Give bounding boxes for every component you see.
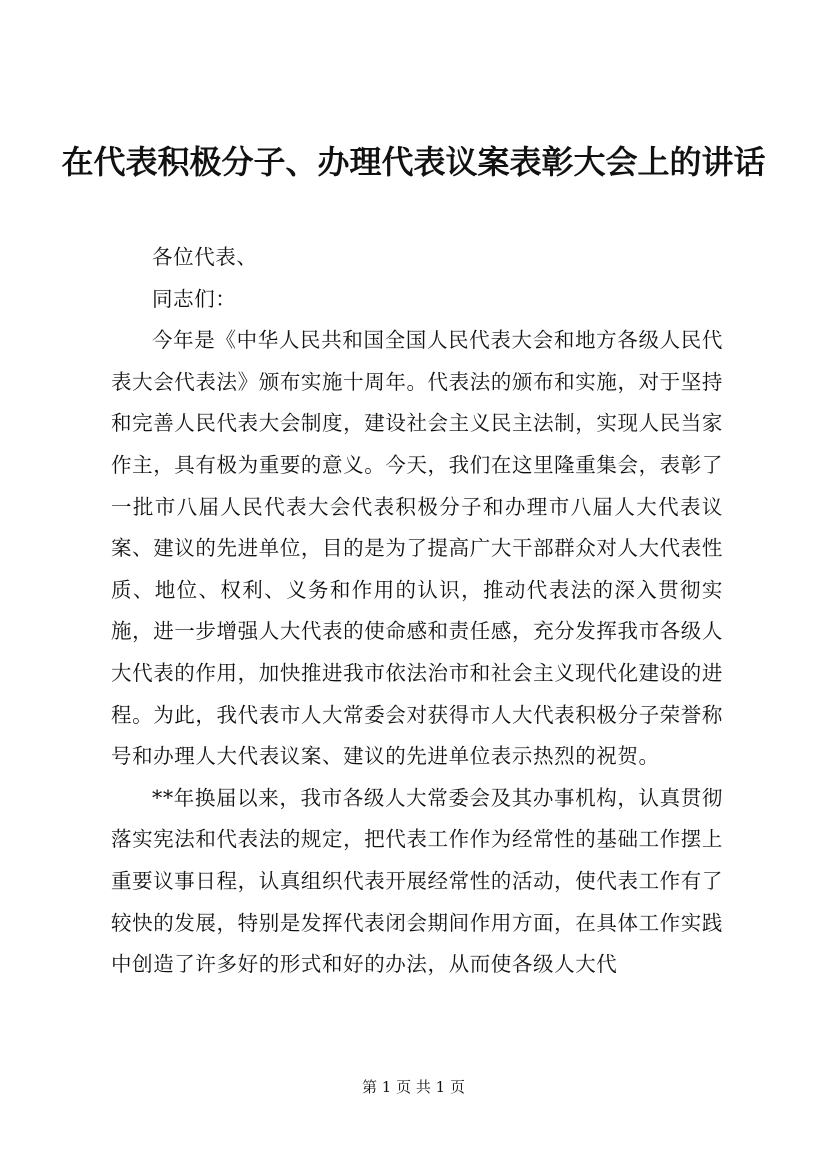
document-body: [111, 237, 723, 986]
body-paragraph-2: **年换届以来，我市各级人大常委会及其办事机构，认真贯彻落实宪法和代表法的规定，把代表工作作为经常性的基础工作摆上重要议事日程，认真组织代表开展经常性的活动，使代表工作有了较快的发展，特别是发挥代表闭会期间作用方面，在具体工作实践中创造了许多好的形式和好的办法，从而使各级人大代: [111, 785, 723, 977]
salutation-line-2: 同志们：: [152, 286, 237, 311]
salutation-line-1: 各位代表、: [152, 245, 258, 269]
body-paragraph-1: 今年是《中华人民共和国全国人民代表大会和地方各级人民代表大会代表法》颁布实施十周年。代表法的颁布和实施，对于坚持和完善人民代表大会制度，建设社会主义民主法制，实现人民当家作主，具有极为重要的意义。今天，我们在这里隆重集会，表彰了一批市八届人民代表大会代表积极分子和办理市八届人大代表议案、建议的先进单位，目的是为了提高广大干部群众对人大代表性质、地位、权利、义务和作用的认识，推动代表法的深入贯彻实施，进一步增强人大代表的使命感和责任感，充分发挥我市各级人大代表的作用，加快推进我市依法治市和社会主义现代化建设的进程。为此，我代表市人大常委会对获得市人大代表积极分子荣誉称号和办理人大代表议案、建议的先进单位表示热烈的祝贺。: [111, 328, 723, 769]
document-title: 在代表积极分子、办理代表议案表彰大会上的讲话: [61, 143, 766, 181]
page-footer: 第 1 页 共 1 页: [362, 1078, 465, 1096]
